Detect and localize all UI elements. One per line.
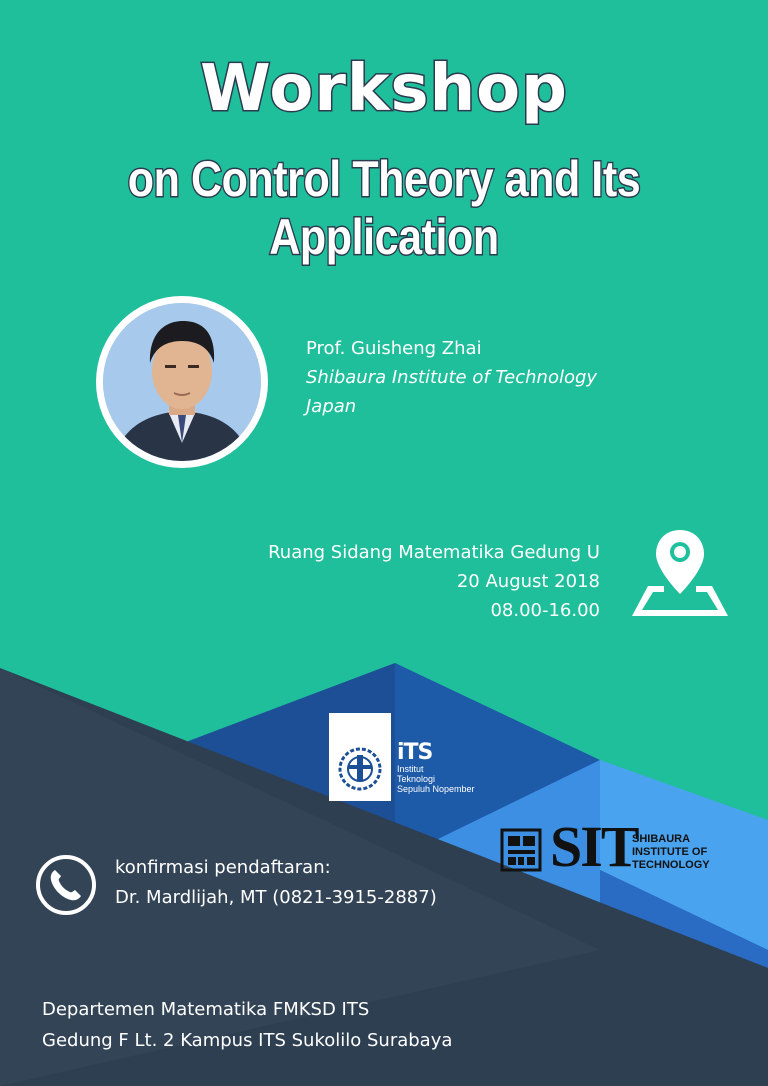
speaker-info (306, 334, 597, 421)
speaker-name: Prof. Guisheng Zhai (306, 338, 482, 359)
contact-person: Dr. Mardlijah, MT (0821-3915-2887) (115, 887, 437, 908)
contact-info (115, 853, 437, 913)
sit-line-1: SHIBAURA (632, 833, 691, 845)
organizer-line-1: Departemen Matematika FMKSD ITS (42, 999, 370, 1020)
event-date: 20 August 2018 (456, 571, 600, 592)
speaker-country: Japan (306, 396, 357, 417)
organizer-line-2: Gedung F Lt. 2 Kampus ITS Sukolilo Surabaya (42, 1030, 453, 1051)
workshop-subtitle: on Control Theory and Its Application (127, 151, 641, 265)
its-logo (329, 713, 391, 801)
event-venue: Ruang Sidang Matematika Gedung U (268, 542, 600, 563)
its-logo-text (397, 742, 475, 794)
sit-name (632, 833, 710, 872)
organizer-info (42, 994, 452, 1056)
its-line-2: Teknologi (397, 774, 436, 784)
sit-line-3: TECHNOLOGY (632, 859, 710, 871)
workshop-title: Workshop (200, 52, 568, 126)
speaker-photo (96, 296, 268, 468)
its-line-3: Sepuluh Nopember (397, 784, 475, 794)
phone-icon (34, 853, 98, 917)
sit-emblem-icon (498, 826, 544, 874)
event-details (268, 538, 600, 625)
sit-line-2: INSTITUTE OF (632, 846, 708, 858)
its-acronym: iTS (397, 740, 433, 765)
speaker-affiliation: Shibaura Institute of Technology (306, 367, 598, 388)
speaker-portrait (103, 303, 261, 461)
sit-acronym: SIT (550, 814, 638, 879)
map-pin-icon (632, 528, 728, 618)
contact-label: konfirmasi pendaftaran: (115, 857, 331, 878)
its-line-1: Institut (397, 764, 424, 774)
its-emblem-icon (329, 713, 391, 801)
event-time: 08.00-16.00 (490, 600, 600, 621)
